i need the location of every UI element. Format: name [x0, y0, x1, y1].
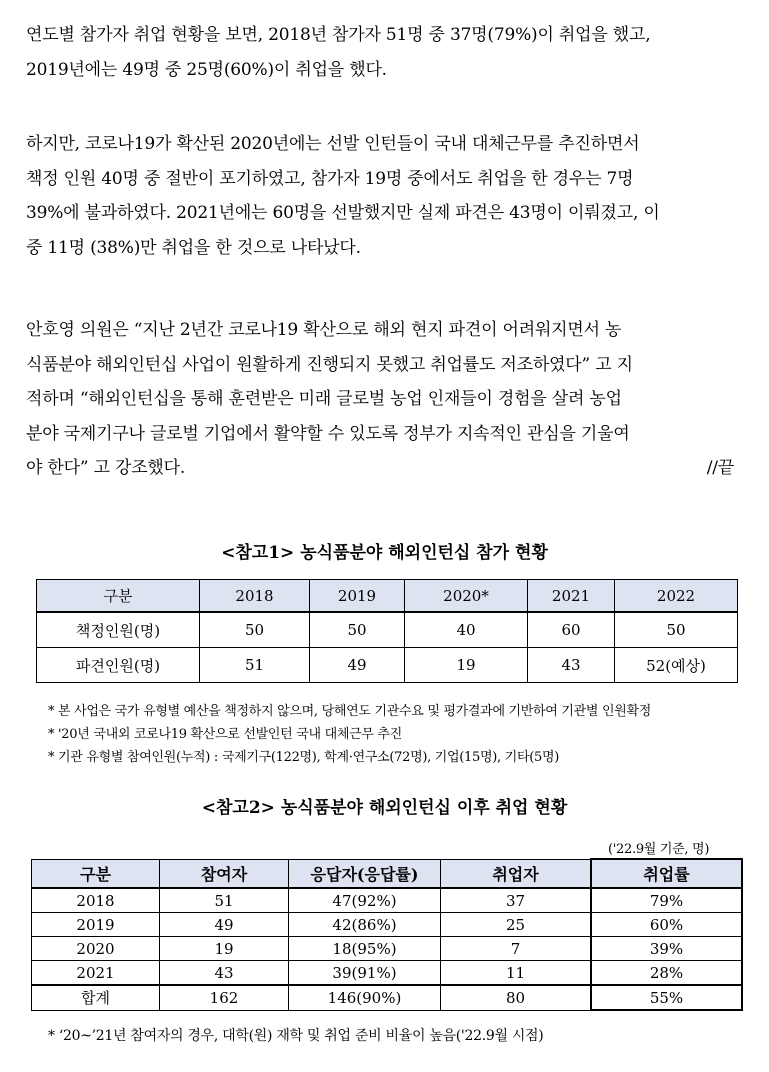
table-row — [37, 648, 738, 683]
paragraph-line: 분야 국제기구나 글로벌 기업에서 활약할 수 있도록 정부가 지속적인 관심을 기울여 — [26, 423, 630, 444]
table-cell: 19 — [160, 937, 289, 961]
table-header-row — [32, 859, 743, 888]
ref2-employment-table — [31, 858, 743, 1011]
table-cell: 50 — [310, 612, 405, 648]
table-row — [32, 913, 743, 937]
ref1-participation-table — [36, 579, 738, 683]
table-cell: 43 — [160, 961, 289, 986]
footnote: * '20년 국내외 코로나19 확산으로 선발인턴 국내 대체근무 추진 — [48, 727, 402, 742]
table-cell: 40 — [405, 612, 528, 648]
table-cell: 42(86%) — [289, 913, 441, 937]
header-cell: 2020* — [405, 580, 528, 613]
table-cell: 47(92%) — [289, 888, 441, 913]
row-label: 2020 — [32, 937, 160, 961]
header-cell: 2018 — [200, 580, 310, 613]
header-cell: 2019 — [310, 580, 405, 613]
unit-note: ('22.9월 기준, 명) — [608, 842, 710, 857]
footnote: * 본 사업은 국가 유형별 예산을 책정하지 않으며, 당해연도 기관수요 및 평가결과에 기반하여 기관별 인원확정 — [48, 704, 652, 719]
header-cell: 구분 — [32, 859, 160, 888]
ref2-notes — [48, 1025, 543, 1048]
header-cell: 취업률 — [591, 859, 742, 888]
table-cell: 55% — [591, 985, 742, 1010]
paragraph-line: 책정 인원 40명 중 절반이 포기하였고, 참가자 19명 중에서도 취업을 한 경우는 7명 — [26, 168, 634, 189]
table-cell: 39(91%) — [289, 961, 441, 986]
header-cell: 2022 — [615, 580, 738, 613]
paragraph-line: 중 11명 (38%)만 취업을 한 것으로 나타났다. — [26, 237, 361, 258]
table-cell: 28% — [591, 961, 742, 986]
paragraph-employment-overview — [26, 18, 738, 87]
row-label: 2018 — [32, 888, 160, 913]
row-label: 책정인원(명) — [37, 612, 200, 648]
table-cell: 25 — [441, 913, 592, 937]
table-row — [32, 937, 743, 961]
paragraph-line: 하지만, 코로나19가 확산된 2020년에는 선발 인턴들이 국내 대체근무를 추진하면서 — [26, 134, 640, 154]
table-cell: 50 — [200, 612, 310, 648]
row-label: 2019 — [32, 913, 160, 937]
footnote: * 기관 유형별 참여인원(누적) : 국제기구(122명), 학계·연구소(72명), 기업(15명), 기타(5명) — [48, 750, 559, 765]
table-cell: 50 — [615, 612, 738, 648]
table-cell: 80 — [441, 985, 592, 1010]
paragraph-line: 식품분야 해외인턴십 사업이 원활하게 진행되지 못했고 취업률도 저조하였다” 고 지 — [26, 354, 633, 375]
paragraph-line: 적하며 “해외인턴십을 통해 훈련받은 미래 글로벌 농업 인재들이 경험을 살려 농업 — [26, 389, 622, 409]
table-cell: 18(95%) — [289, 937, 441, 961]
table-cell: 43 — [528, 648, 615, 683]
table-row — [37, 612, 738, 648]
table-cell: 11 — [441, 961, 592, 986]
end-mark: //끝 — [706, 458, 734, 478]
paragraph-lawmaker-quote — [26, 313, 738, 486]
table-cell: 37 — [441, 888, 592, 913]
table-cell: 39% — [591, 937, 742, 961]
table-cell: 49 — [310, 648, 405, 683]
table-cell: 52(예상) — [615, 648, 738, 683]
row-label: 파견인원(명) — [37, 648, 200, 683]
table-cell: 146(90%) — [289, 985, 441, 1010]
table-cell: 60 — [528, 612, 615, 648]
footnote: * ‘20~’21년 참여자의 경우, 대학(원) 재학 및 취업 준비 비율이 높음('22.9월 시점) — [48, 1028, 544, 1044]
header-cell: 구분 — [37, 580, 200, 613]
table-cell: 7 — [441, 937, 592, 961]
header-cell: 2021 — [528, 580, 615, 613]
table-row — [32, 888, 743, 913]
table-cell: 79% — [591, 888, 742, 913]
table-cell: 51 — [200, 648, 310, 683]
header-cell: 참여자 — [160, 859, 289, 888]
table-cell: 51 — [160, 888, 289, 913]
row-label: 합계 — [32, 985, 160, 1010]
ref2-title: <참고2> 농식품분야 해외인턴십 이후 취업 현황 — [201, 798, 568, 818]
ref1-title: <참고1> 농식품분야 해외인턴십 참가 현황 — [221, 543, 548, 563]
table-row — [32, 961, 743, 986]
table-cell: 19 — [405, 648, 528, 683]
table-cell: 49 — [160, 913, 289, 937]
table-cell: 60% — [591, 913, 742, 937]
row-label: 2021 — [32, 961, 160, 986]
header-cell: 취업자 — [441, 859, 592, 888]
paragraph-line: 39%에 불과하였다. 2021년에는 60명을 선발했지만 실제 파견은 43명이 이뤄졌고, 이 — [26, 203, 660, 223]
table-cell: 162 — [160, 985, 289, 1010]
header-cell: 응답자(응답률) — [289, 859, 441, 888]
paragraph-line: 2019년에는 49명 중 25명(60%)이 취업을 했다. — [26, 59, 387, 80]
table-row-total — [32, 985, 743, 1010]
paragraph-line: 안호영 의원은 “지난 2년간 코로나19 확산으로 해외 현지 파견이 어려워지면서 농 — [26, 320, 622, 340]
ref1-notes — [48, 700, 651, 769]
paragraph-line-text: 야 한다” 고 강조했다. — [26, 458, 186, 478]
paragraph-line: 연도별 참가자 취업 현황을 보면, 2018년 참가자 51명 중 37명(79%)이 취업을 했고, — [26, 25, 651, 45]
table-header-row — [37, 580, 738, 613]
paragraph-covid-impact — [26, 127, 738, 265]
paragraph-line — [26, 451, 738, 486]
